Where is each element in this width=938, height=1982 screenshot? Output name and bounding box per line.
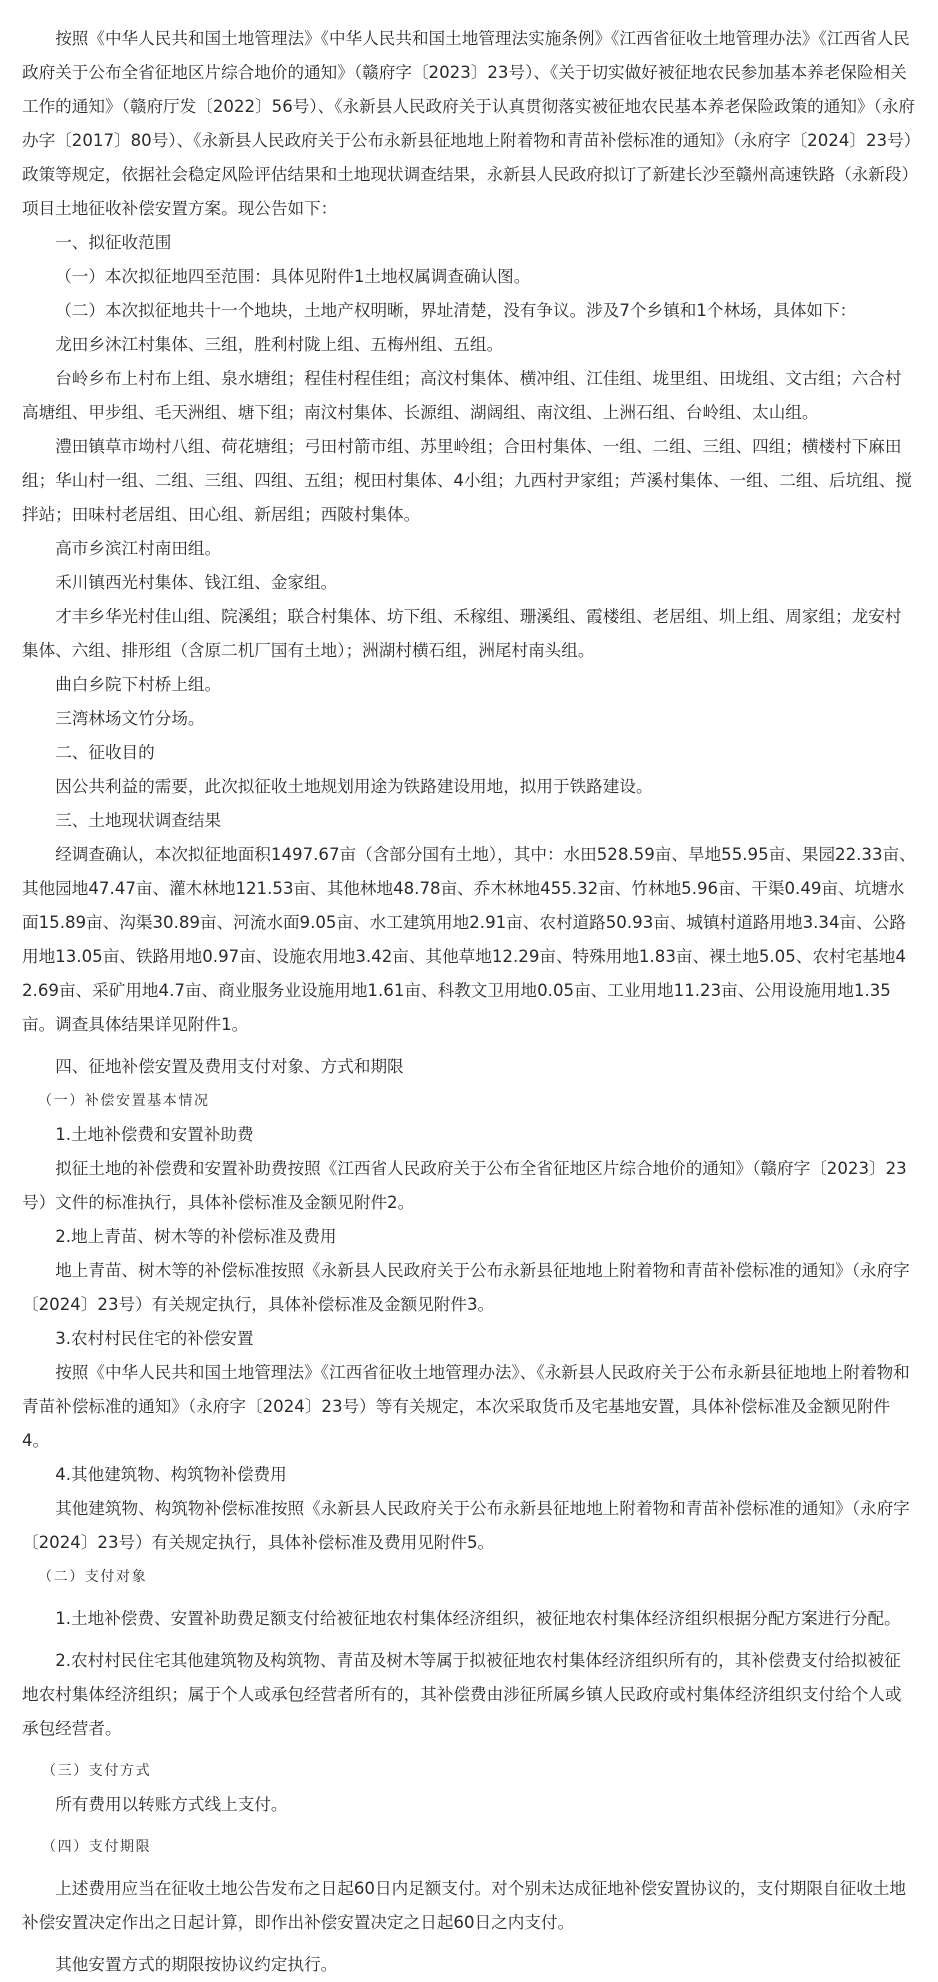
other-arrangement-paragraph: 其他安置方式的期限按协议约定执行。	[55, 1955, 338, 1974]
section-heading-scope: 一、拟征收范围	[55, 233, 172, 252]
township-tailing: 台岭乡布上村布上组、泉水塘组；程佳村程佳组；高汶村集体、横冲组、江佳组、垅里组、田垅组、文古组；六合村高塘组、甲步组、毛天洲组、塘下组；南汶村集体、长源组、湖阔组、南汶组、上洲石组、台岭组、太山组。	[22, 369, 902, 422]
other-buildings-paragraph: 其他建筑物、构筑物补偿标准按照《永新县人民政府关于公布永新县征地地上附着物和青苗补偿标准的通知》（永府字〔2024〕23号）有关规定执行，具体补偿标准及费用见附件5。	[22, 1499, 910, 1552]
subheading-payment-deadline: （四）支付期限	[42, 1839, 152, 1855]
intro-paragraph: 按照《中华人民共和国土地管理法》《中华人民共和国土地管理法实施条例》《江西省征收土地管理办法》《江西省人民政府关于公布全省征地区片综合地价的通知》（赣府字〔2023〕23号）、《关于切实做好被征地农民参加基本养老保险相关工作的通知》（赣府厅发〔2022〕56号）、《永新县人民政府关于认真贯彻落实被征地农民基本养老保险政策的通知》（永府办字〔2017〕80号）、《永新县人民政府关于公布永新县征地地上附着物和青苗补偿标准的通知》（永府字〔2024〕23号）政策等规定，依据社会稳定风险评估结果和土地现状调查结果，永新县人民政府拟订了新建长沙至赣州高速铁路（永新段）项目土地征收补偿安置方案。现公告如下：	[22, 29, 916, 218]
subheading-payment-recipients: （二）支付对象	[38, 1569, 148, 1585]
item-heading-housing: 3.农村村民住宅的补偿安置	[55, 1329, 254, 1348]
payment-deadline-paragraph: 上述费用应当在征收土地公告发布之日起60日内足额支付。对个别未达成征地补偿安置协议的，支付期限自征收土地补偿安置决定作出之日起计算，即作出补偿安置决定之日起60日之内支付。	[22, 1879, 906, 1932]
township-caifeng: 才丰乡华光村佳山组、院溪组；联合村集体、坊下组、禾稼组、珊溪组、霞楼组、老居组、圳上组、周家组；龙安村集体、六组、排形组（含原二机厂国有土地）；洲湖村横石组，洲尾村南头组。	[22, 607, 902, 660]
survey-result-paragraph: 经调查确认，本次拟征地面积1497.67亩（含部分国有土地），其中：水田528.59亩、旱地55.95亩、果园22.33亩、其他园地47.47亩、灌木林地121.53亩、其他林地48.78亩、乔木林地455.32亩、竹林地5.96亩、干渠0.49亩、坑塘水面15.89亩、沟渠30.89亩、河流水面9.05亩、水工建筑用地2.91亩、农村道路50.93亩、城镇村道路用地3.34亩、公路用地13.05亩、铁路用地0.97亩、设施农用地3.42亩、其他草地12.29亩、特殊用地1.83亩、裸土地5.05、农村宅基地42.69亩、采矿用地4.7亩、商业服务业设施用地1.61亩、科教文卫用地0.05亩、工业用地11.23亩、公用设施用地1.35亩。调查具体结果详见附件1。	[22, 845, 916, 1034]
section-heading-purpose: 二、征收目的	[55, 743, 155, 762]
subheading-payment-method: （三）支付方式	[42, 1763, 152, 1779]
recipients-item-2: 2.农村村民住宅其他建筑物及构筑物、青苗及树木等属于拟被征地农村集体经济组织所有的，其补偿费支付给拟被征地农村集体经济组织；属于个人或承包经营者所有的，其补偿费由涉征所属乡镇人民政府或村集体经济组织支付给个人或承包经营者。	[22, 1651, 902, 1738]
township-hechuan: 禾川镇西光村集体、钱江组、金家组。	[55, 573, 338, 592]
township-longtian: 龙田乡沐江村集体、三组，胜利村陇上组、五梅州组、五组。	[55, 335, 504, 354]
township-litian: 澧田镇草市坳村八组、荷花塘组；弓田村箭市组、苏里岭组；合田村集体、一组、二组、三组、四组；横楼村下麻田组；华山村一组、二组、三组、四组、五组；枧田村集体、4小组；九西村尹家组；芦溪村集体、一组、二组、后坑组、搅拌站；田味村老居组、田心组、新居组；西陂村集体。	[22, 437, 913, 524]
scope-item-parcels: （二）本次拟征地共十一个地块，土地产权明晰，界址清楚，没有争议。涉及7个乡镇和1个林场，具体如下：	[55, 301, 857, 320]
payment-method-paragraph: 所有费用以转账方式线上支付。	[55, 1795, 288, 1814]
scope-item-boundary: （一）本次拟征地四至范围：具体见附件1土地权属调查确认图。	[55, 267, 531, 286]
item-heading-land-compensation: 1.土地补偿费和安置补助费	[55, 1125, 254, 1144]
section-heading-compensation: 四、征地补偿安置及费用支付对象、方式和期限	[55, 1057, 404, 1076]
township-qubai: 曲白乡院下村桥上组。	[55, 675, 222, 694]
recipients-item-1: 1.土地补偿费、安置补助费足额支付给被征地农村集体经济组织，被征地农村集体经济组织根据分配方案进行分配。	[55, 1609, 901, 1628]
township-gaoshi: 高市乡滨江村南田组。	[55, 539, 222, 558]
forest-farm-sanwan: 三湾林场文竹分场。	[55, 709, 205, 728]
crops-trees-paragraph: 地上青苗、树木等的补偿标准按照《永新县人民政府关于公布永新县征地地上附着物和青苗补偿标准的通知》（永府字〔2024〕23号）有关规定执行，具体补偿标准及金额见附件3。	[22, 1261, 910, 1314]
subheading-basic-situation: （一）补偿安置基本情况	[38, 1093, 210, 1109]
purpose-paragraph: 因公共利益的需要，此次拟征收土地规划用途为铁路建设用地，拟用于铁路建设。	[55, 777, 653, 796]
item-heading-other-buildings: 4.其他建筑物、构筑物补偿费用	[55, 1465, 287, 1484]
housing-paragraph: 按照《中华人民共和国土地管理法》《江西省征收土地管理办法》、《永新县人民政府关于公布永新县征地地上附着物和青苗补偿标准的通知》（永府字〔2024〕23号）等有关规定，本次采取货币及宅基地安置，具体补偿标准及金额见附件4。	[22, 1363, 910, 1450]
item-heading-crops-trees: 2.地上青苗、树木等的补偿标准及费用	[55, 1227, 337, 1246]
section-heading-survey: 三、土地现状调查结果	[55, 811, 222, 830]
land-compensation-paragraph: 拟征土地的补偿费和安置补助费按照《江西省人民政府关于公布全省征地区片综合地价的通知》（赣府字〔2023〕23号）文件的标准执行，具体补偿标准及金额见附件2。	[22, 1159, 907, 1212]
